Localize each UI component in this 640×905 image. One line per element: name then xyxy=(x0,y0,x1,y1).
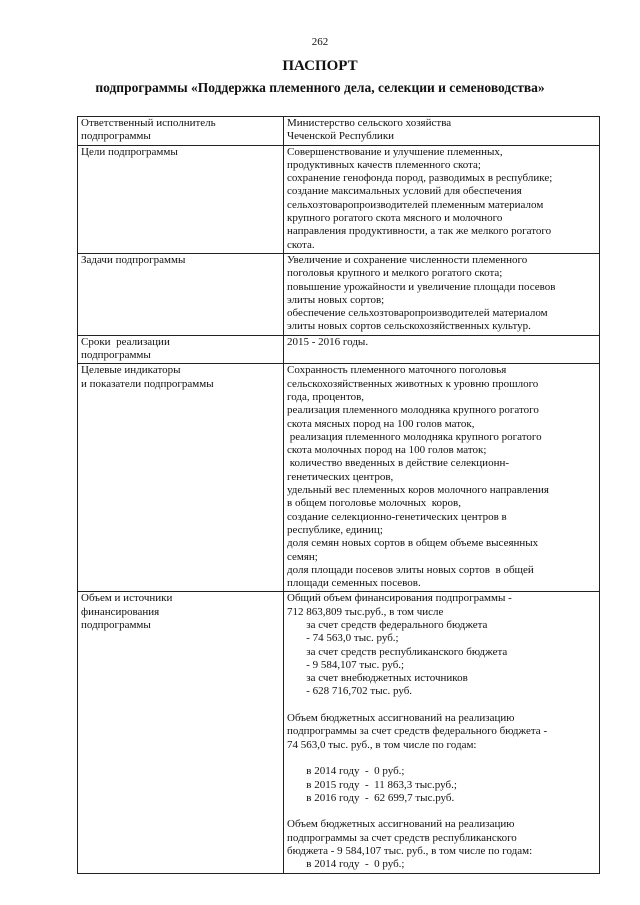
row-value-line xyxy=(287,805,596,818)
row-value-line: в 2014 году - 0 руб.; xyxy=(287,765,405,778)
table-row xyxy=(78,364,600,592)
row-value-line: количество введенных в действие селекционн- xyxy=(287,457,510,470)
row-value-line: сельхозтоваропроизводителей племенным материалом xyxy=(287,198,544,211)
row-label-line: Ответственный исполнитель xyxy=(81,117,216,129)
row-label-line: подпрограммы xyxy=(81,618,151,631)
passport-table-body xyxy=(78,117,600,874)
row-value-line: удельный вес племенных коров молочного направления xyxy=(287,484,549,497)
row-value-line: 2015 - 2016 годы. xyxy=(287,335,369,348)
row-value-line: скота мясных пород на 100 голов маток, xyxy=(287,417,475,430)
row-value-line: обеспечение сельхозтоваропроизводителей материалом xyxy=(287,307,548,320)
row-value-line: семян; xyxy=(287,550,318,563)
row-value-line: Объем бюджетных ассигнований на реализацию xyxy=(287,818,515,831)
row-value xyxy=(284,335,600,364)
row-label xyxy=(78,364,284,592)
row-value-line: Совершенствование и улучшение племенных, xyxy=(287,145,503,158)
table-row xyxy=(78,335,600,364)
passport-table xyxy=(77,116,600,874)
row-label xyxy=(78,145,284,253)
row-value-line: скота. xyxy=(287,238,315,251)
row-value-line: элиты новых сортов; xyxy=(287,293,385,306)
row-value-line: в общем поголовье молочных коров, xyxy=(287,497,461,510)
table-row xyxy=(78,253,600,335)
row-label-line: Задачи подпрограммы xyxy=(81,253,186,266)
row-value-line: реализация племенного молодняка крупного рогатого xyxy=(287,430,542,443)
row-value-line: сельскохозяйственных животных к уровню прошлого xyxy=(287,377,539,390)
row-value-line: элиты новых сортов сельскохозяйственных культур. xyxy=(287,320,531,333)
row-value-line: за счет внебюджетных источников xyxy=(287,672,468,685)
row-value-line: доля семян новых сортов в общем объеме высеянных xyxy=(287,537,539,550)
row-value-line: Министерство сельского хозяйства xyxy=(287,117,452,129)
row-value-line: республике, единиц; xyxy=(287,523,383,536)
row-value-line: создание максимальных условий для обеспечения xyxy=(287,185,522,198)
row-label-line: финансирования xyxy=(81,605,160,618)
row-value-line: крупного рогатого скота мясного и молочного xyxy=(287,212,503,225)
row-label-line: Сроки реализации xyxy=(81,335,170,348)
row-value-line: в 2016 году - 62 699,7 тыс.руб. xyxy=(287,791,455,804)
row-label-line: Объем и источники xyxy=(81,592,173,605)
table-row xyxy=(78,145,600,253)
row-label-line: и показатели подпрограммы xyxy=(81,377,214,390)
row-value-line: скота молочных пород на 100 голов маток; xyxy=(287,444,487,457)
row-value xyxy=(284,592,600,873)
row-value-line: года, процентов, xyxy=(287,390,365,403)
document-title: ПАСПОРТ xyxy=(282,58,358,74)
row-label-line: подпрограммы xyxy=(81,349,151,362)
row-value-line: в 2015 году - 11 863,3 тыс.руб.; xyxy=(287,778,457,791)
row-value-line: генетических центров, xyxy=(287,470,394,483)
row-value-line: 74 563,0 тыс. руб., в том числе по годам: xyxy=(287,738,477,751)
row-value-line: 712 863,809 тыс.руб., в том числе xyxy=(287,605,444,618)
row-label-line: Цели подпрограммы xyxy=(81,145,178,158)
row-value-line: направления продуктивности, а так же мелкого рогатого xyxy=(287,225,552,238)
row-value-line: за счет средств республиканского бюджета xyxy=(287,645,508,658)
row-value-line: - 628 716,702 тыс. руб. xyxy=(287,685,413,698)
row-value-line: Сохранность племенного маточного поголовья xyxy=(287,364,507,377)
row-value-line: продуктивных качеств племенного скота; xyxy=(287,158,481,171)
row-value-line: реализация племенного молодняка крупного рогатого xyxy=(287,404,539,417)
page-number: 262 xyxy=(311,36,329,48)
row-value xyxy=(284,253,600,335)
row-value-line: за счет средств федерального бюджета xyxy=(287,618,488,631)
row-value-line: в 2014 году - 0 руб.; xyxy=(287,858,405,871)
row-value-line: площади семенных посевов. xyxy=(287,577,421,590)
row-value xyxy=(284,117,600,146)
row-value-line: подпрограммы за счет средств республиканского xyxy=(287,831,517,844)
row-value-line: - 9 584,107 тыс. руб.; xyxy=(287,658,405,671)
row-value xyxy=(284,145,600,253)
row-label-line: Целевые индикаторы xyxy=(81,364,181,377)
row-label xyxy=(78,117,284,146)
table-row xyxy=(78,592,600,873)
row-value-line: подпрограммы за счет средств федерального бюджета - xyxy=(287,725,548,738)
row-label xyxy=(78,253,284,335)
row-value-line: - 74 563,0 тыс. руб.; xyxy=(287,632,399,645)
row-value-line: Увеличение и сохранение численности племенного xyxy=(287,253,528,266)
row-value-line: создание селекционно-генетических центров в xyxy=(287,510,507,523)
document-subtitle: подпрограммы «Поддержка племенного дела, селекции и семеноводства» xyxy=(95,80,545,95)
row-value-line: доля площади посевов элиты новых сортов в общей xyxy=(287,563,534,576)
row-value-line: повышение урожайности и увеличение площади посевов xyxy=(287,280,556,293)
row-value-line: поголовья крупного и мелкого рогатого скота; xyxy=(287,267,503,280)
row-value-line: Общий объем финансирования подпрограммы - xyxy=(287,592,512,605)
row-label xyxy=(78,592,284,873)
row-value-line: сохранение генофонда пород, разводимых в республике; xyxy=(287,172,553,185)
row-value-line xyxy=(287,699,596,712)
row-value-line: Объем бюджетных ассигнований на реализацию xyxy=(287,712,515,725)
row-value xyxy=(284,364,600,592)
row-label-line: подпрограммы xyxy=(81,130,151,143)
row-value-line: бюджета - 9 584,107 тыс. руб., в том числе по годам: xyxy=(287,845,533,858)
row-value-line xyxy=(287,752,596,765)
table-row xyxy=(78,117,600,146)
row-value-line: Чеченской Республики xyxy=(287,130,395,143)
row-label xyxy=(78,335,284,364)
